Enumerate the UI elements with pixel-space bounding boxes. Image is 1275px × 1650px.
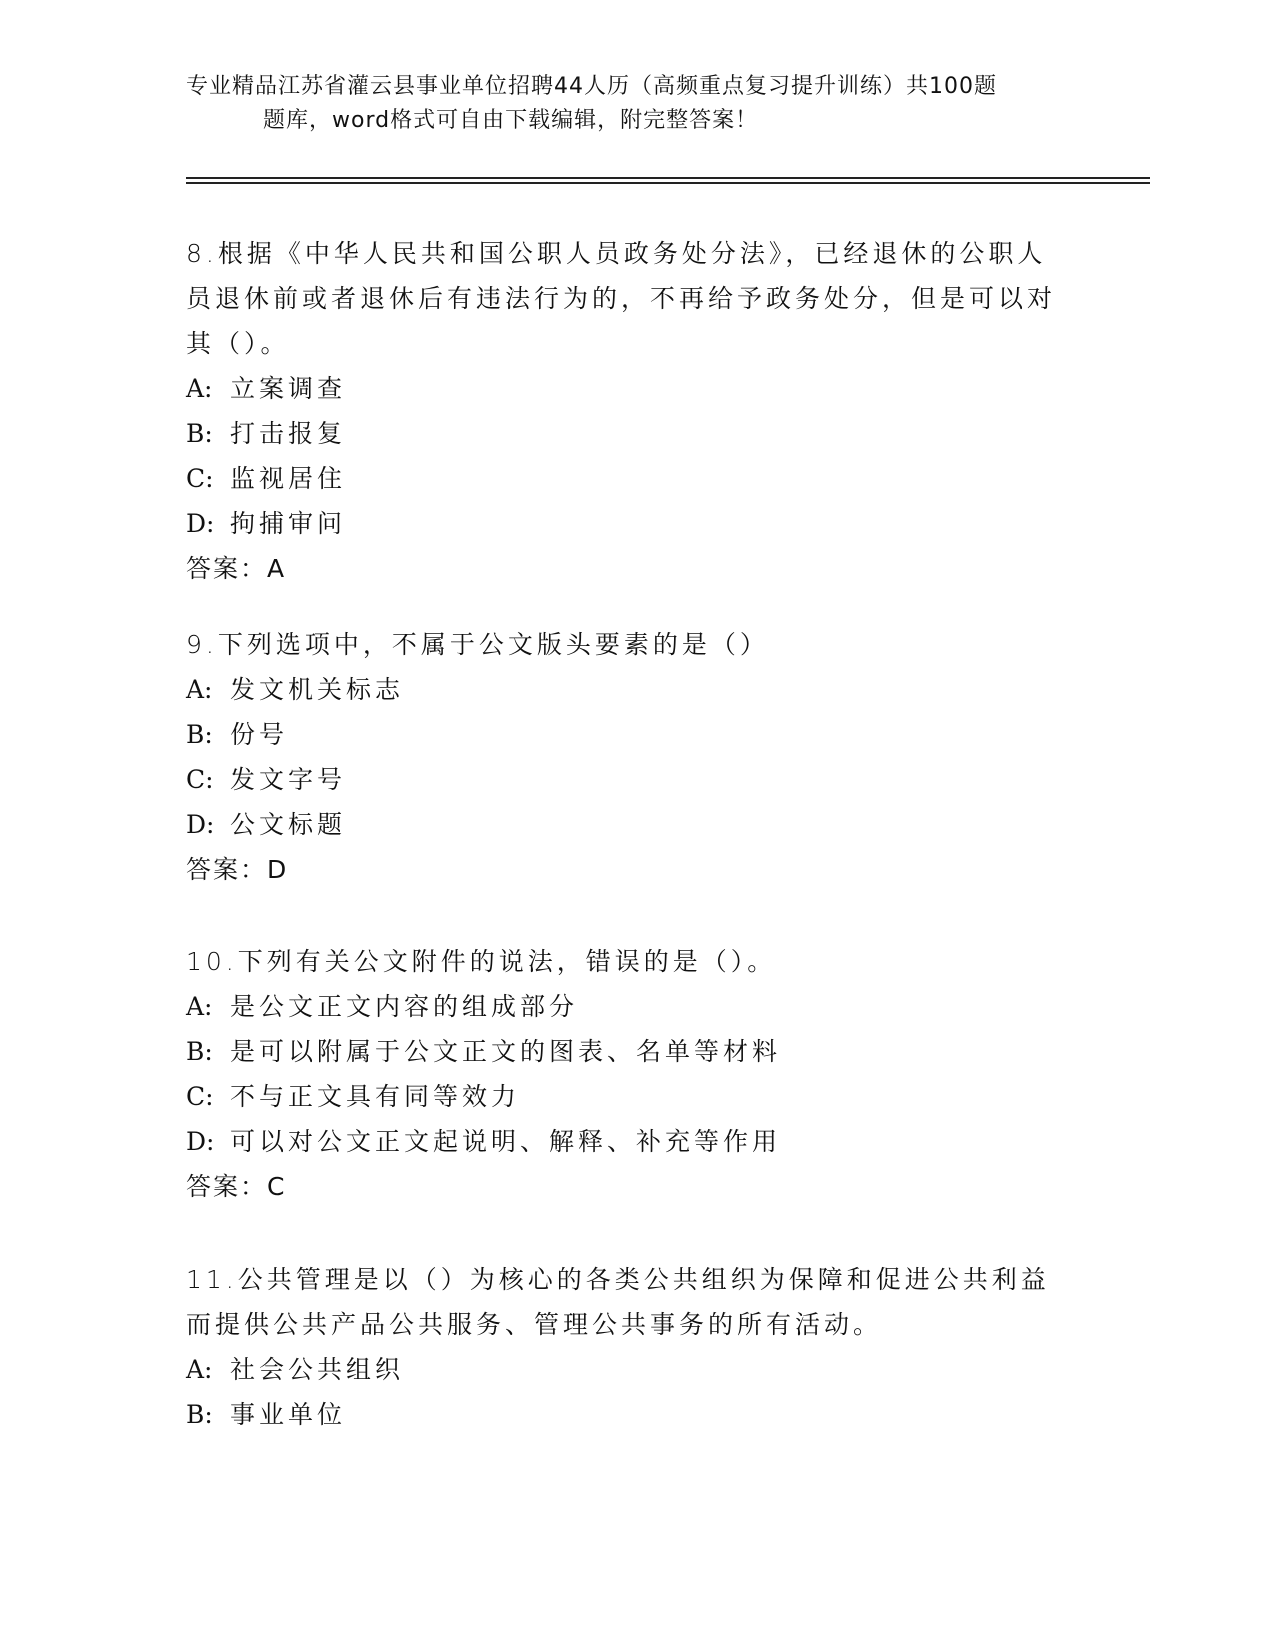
option-d — [186, 1119, 1066, 1164]
option-text: 打击报复 — [230, 419, 347, 448]
header-divider-top — [186, 177, 1150, 179]
question-text: 10.下列有关公文附件的说法，错误的是（）。 — [186, 947, 777, 976]
option-key: C: — [186, 464, 214, 493]
option-key: B: — [186, 419, 213, 448]
option-key: A: — [186, 675, 213, 704]
answer-label: 答案： — [186, 554, 268, 583]
option-a — [186, 1347, 1066, 1392]
answer-value: C — [267, 1172, 287, 1201]
option-c — [186, 456, 1066, 501]
question-item — [186, 1257, 1066, 1437]
option-text: 监视居住 — [230, 464, 347, 493]
option-text: 拘捕审问 — [230, 509, 347, 538]
option-key: A: — [186, 1355, 213, 1384]
option-text: 事业单位 — [230, 1400, 347, 1429]
answer-label: 答案： — [186, 855, 268, 884]
option-key: B: — [186, 1400, 213, 1429]
header-divider-bottom — [186, 182, 1150, 184]
answer-line — [186, 847, 1066, 892]
option-b — [186, 411, 1066, 456]
option-a — [186, 984, 1066, 1029]
option-a — [186, 667, 1066, 712]
option-b — [186, 712, 1066, 757]
option-text: 公文标题 — [230, 810, 347, 839]
option-key: C: — [186, 1082, 214, 1111]
question-text: 11.公共管理是以（）为核心的各类公共组织为保障和促进公共利益而提供公共产品公共服务、管理公共事务的所有活动。 — [186, 1265, 1050, 1339]
option-text: 不与正文具有同等效力 — [230, 1082, 521, 1111]
option-text: 立案调查 — [230, 374, 347, 403]
option-d — [186, 802, 1066, 847]
answer-value: A — [267, 554, 287, 583]
option-key: D: — [186, 810, 215, 839]
question-item — [186, 939, 1066, 1209]
option-text: 发文机关标志 — [230, 675, 405, 704]
header-title-line-2: 题库，word格式可自由下载编辑，附完整答案！ — [263, 108, 759, 133]
option-text: 可以对公文正文起说明、解释、补充等作用 — [230, 1127, 782, 1156]
question-text: 8.根据《中华人民共和国公职人员政务处分法》，已经退休的公职人员退休前或者退休后有违法行为的，不再给予政务处分，但是可以对其（）。 — [186, 239, 1057, 358]
document-header — [186, 70, 1066, 138]
answer-label: 答案： — [186, 1172, 268, 1201]
option-key: A: — [186, 374, 213, 403]
option-key: A: — [186, 992, 213, 1021]
option-d — [186, 501, 1066, 546]
option-a — [186, 366, 1066, 411]
option-text: 社会公共组织 — [230, 1355, 405, 1384]
question-item — [186, 231, 1066, 591]
question-text: 9.下列选项中，不属于公文版头要素的是（） — [186, 630, 769, 659]
option-key: C: — [186, 765, 214, 794]
option-text: 是公文正文内容的组成部分 — [230, 992, 579, 1021]
option-text: 是可以附属于公文正文的图表、名单等材料 — [230, 1037, 782, 1066]
answer-value: D — [267, 855, 289, 884]
option-c — [186, 1074, 1066, 1119]
option-key: D: — [186, 509, 215, 538]
answer-line — [186, 1164, 1066, 1209]
option-text: 发文字号 — [230, 765, 347, 794]
option-text: 份号 — [230, 720, 289, 749]
option-b — [186, 1029, 1066, 1074]
header-title-line-1: 专业精品江苏省灌云县事业单位招聘44人历（高频重点复习提升训练）共100题 — [186, 74, 997, 99]
option-c — [186, 757, 1066, 802]
option-key: B: — [186, 720, 213, 749]
question-item — [186, 622, 1066, 892]
option-key: D: — [186, 1127, 215, 1156]
option-b — [186, 1392, 1066, 1437]
option-key: B: — [186, 1037, 213, 1066]
answer-line — [186, 546, 1066, 591]
